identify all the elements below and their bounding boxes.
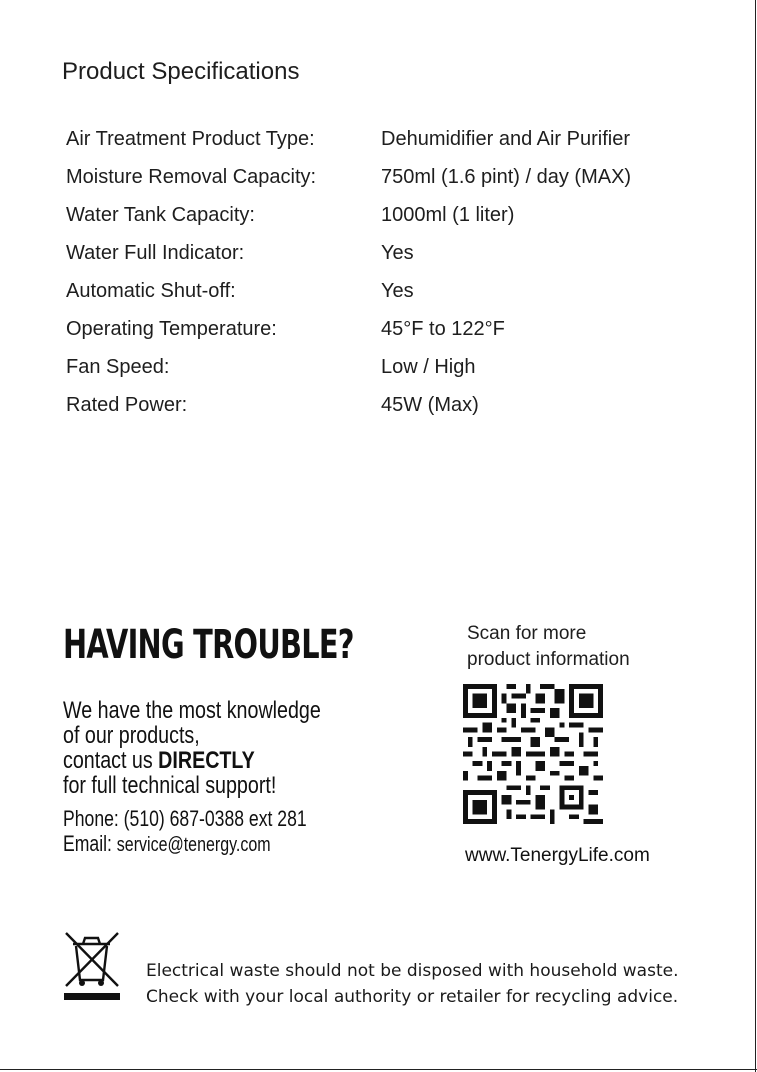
spec-label: Automatic Shut-off: bbox=[66, 279, 236, 302]
spec-value: 45°F to 122°F bbox=[381, 317, 505, 340]
scan-line: product information bbox=[467, 649, 630, 670]
disposal-line: Electrical waste should not be disposed with household waste. bbox=[146, 961, 679, 981]
specs-title: Product Specifications bbox=[62, 58, 300, 85]
spec-table bbox=[66, 120, 706, 424]
spec-row bbox=[66, 272, 706, 310]
scan-caption bbox=[467, 621, 630, 673]
website-link[interactable]: www.TenergyLife.com bbox=[465, 845, 650, 866]
spec-row bbox=[66, 386, 706, 424]
page-edge-line bbox=[0, 1069, 757, 1070]
spec-row bbox=[66, 310, 706, 348]
email-line bbox=[63, 831, 307, 858]
spec-row bbox=[66, 120, 706, 158]
directly-emphasis: DIRECTLY bbox=[158, 747, 255, 774]
spec-value: Low / High bbox=[381, 355, 476, 378]
spec-value: 1000ml (1 liter) bbox=[381, 203, 515, 226]
spec-label: Operating Temperature: bbox=[66, 317, 277, 340]
email-label: Email: bbox=[63, 831, 117, 856]
spec-value: 45W (Max) bbox=[381, 393, 479, 416]
support-message bbox=[63, 698, 321, 798]
contact-info bbox=[63, 806, 307, 858]
qr-code-icon[interactable] bbox=[463, 684, 603, 824]
spec-row bbox=[66, 196, 706, 234]
disposal-notice bbox=[146, 958, 678, 1010]
disposal-line: Check with your local authority or retailer for recycling advice. bbox=[146, 987, 679, 1007]
spec-row bbox=[66, 158, 706, 196]
spec-label: Water Full Indicator: bbox=[66, 241, 245, 264]
spec-value: 750ml (1.6 pint) / day (MAX) bbox=[381, 165, 632, 188]
spec-value: Dehumidifier and Air Purifier bbox=[381, 127, 630, 150]
support-line: of our products, bbox=[63, 722, 200, 749]
page-edge-line bbox=[755, 0, 756, 1072]
email-link[interactable]: service@tenergy.com bbox=[116, 834, 271, 856]
support-line: We have the most knowledge bbox=[63, 697, 321, 724]
support-line-prefix: contact us bbox=[63, 747, 159, 774]
spec-row bbox=[66, 234, 706, 272]
support-line bbox=[63, 748, 321, 773]
scan-line: Scan for more bbox=[467, 623, 587, 644]
support-line: for full technical support! bbox=[63, 772, 277, 799]
spec-label: Moisture Removal Capacity: bbox=[66, 165, 317, 188]
phone-line: Phone: (510) 687-0388 ext 281 bbox=[63, 806, 307, 831]
spec-label: Air Treatment Product Type: bbox=[66, 127, 315, 150]
trouble-heading: HAVING TROUBLE? bbox=[63, 622, 354, 668]
crossed-out-bin-icon bbox=[63, 930, 121, 1002]
spec-label: Rated Power: bbox=[66, 393, 188, 416]
spec-value: Yes bbox=[381, 279, 414, 302]
spec-value: Yes bbox=[381, 241, 414, 264]
spec-label: Fan Speed: bbox=[66, 355, 170, 378]
spec-row bbox=[66, 348, 706, 386]
spec-label: Water Tank Capacity: bbox=[66, 203, 255, 226]
